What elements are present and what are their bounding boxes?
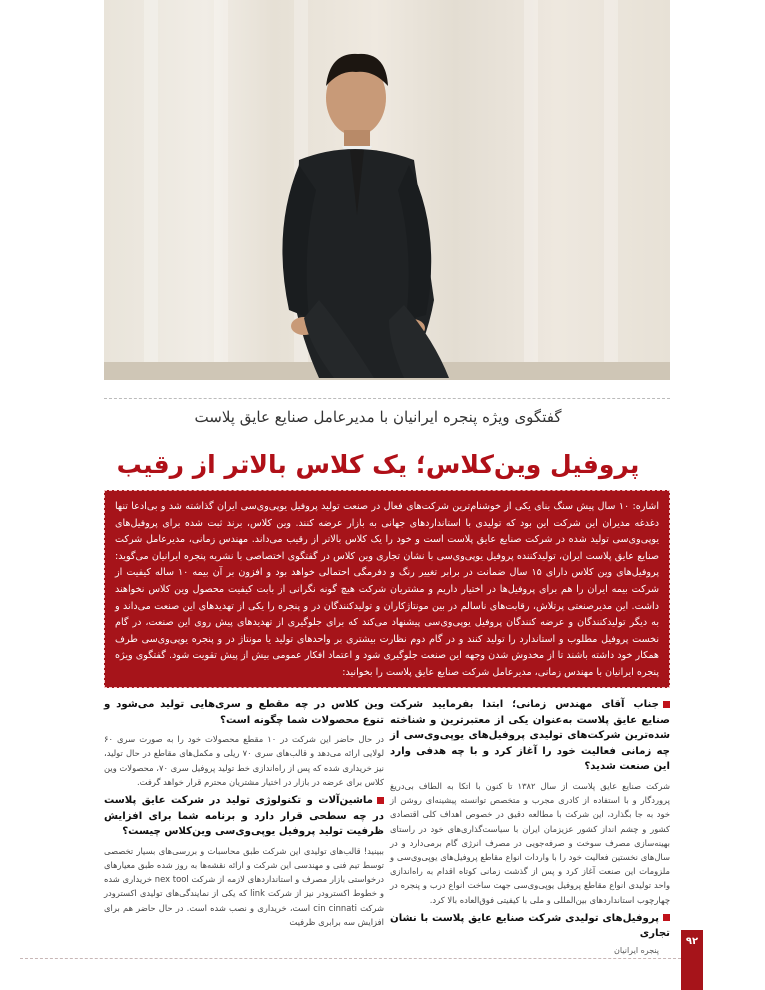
title-separator [104,398,670,399]
article-lead: اشاره: ۱۰ سال پیش سنگ بنای یکی از خوشنام‌ترین شرکت‌های فعال در صنعت تولید پروفیل یوپی‌وی‌سی ایران گذاشته شد و بی‌ادعا تنها دغدغه مدیران این شرکت این بود که تولیدی با استانداردهای جهانی به بازار عرضه کنند. وین کلاس، برند ثبت شده برای پروفیل‌های یوپی‌وی‌سی تولید شده در شرکت صنایع عایق پلاست است و خود را یک کلاس بالاتر از رقیب می‌داند. مهندس زمانی، مدیرعامل شرکت صنایع عایق پلاست ایران، تولیدکننده پروفیل یوپی‌وی‌سی با نشان تجاری وین کلاس در گفتگوی اختصاصی با نشریه پنجره ایرانیان می‌گوید: پروفیل‌های وین کلاس دارای ۱۵ سال ضمانت در برابر تغییر رنگ و دفرمگی احتمالی خواهد بود و افزون بر آن بیمه ۱۰ ساله کیفیت از شرکت بیمه ایران را هم برای پروفیل‌ها در اختیار داریم و مشتریان شرکت هیچ گونه نگرانی از بابت کیفیت محصول وین کلاس نخواهند داشت. این مدیرصنعتی پرتلاش، رقابت‌های ناسالم در بین مونتاژکاران و تولیدکنندگان در و پنجره را یکی از تهدیدهای این صنعت می‌داند و به دیگر تولیدکنندگان و عرضه کنندگان پروفیل یوپی‌وی‌سی پیشنهاد می‌کند که برای جلوگیری از تهدیدهای پیش روی این صنعت، در گام نخست پروفیل مطلوب و استاندارد را تولید کنند و در گام دوم نظارت بیشتری بر واحدهای تولید یا مونتاژ در و پنجره یوپی‌وی‌سی طرف همکار خود داشته باشند تا از مخدوش شدن وجهه این صنعت جلوگیری شود و اعتماد افکار عمومی بیش از پیش تقویت شود. گفتگوی ویژه پنجره ایرانیان با مهندس زمانی، مدیرعامل شرکت صنایع عایق پلاست را بخوانید: [104,490,670,688]
right-column [390,697,670,946]
question-marker-icon [377,797,384,804]
left-column [104,697,384,933]
answer-3: ببینید! قالب‌های تولیدی این شرکت طبق محاسبات و بررسی‌های بسیار تخصصی توسط تیم فنی و مهندسی این شرکت و ارائه نقشه‌ها به روز شده طبق معیارهای درخواستی بازار مصرف و استانداردهای لازمه از شرکت nex tool خریداری شده و خطوط اکسترودر نیز از شرکت link که یکی از نمایندگی‌های تولیدی اکسترودر شرکت cin cinnati است، خریداری و نصب شده است. در حال حاضر هم برای افزایش سه برابری ظرفیت [104,845,385,927]
interview-photo [104,0,670,380]
magazine-name: پنجره ایرانیان [614,946,659,955]
article-subtitle: گفتگوی ویژه پنجره ایرانیان با مدیرعامل صنایع عایق پلاست [194,408,562,426]
question-marker-icon [663,914,670,921]
question-1-text: جناب آقای مهندس زمانی؛ ابتدا بفرمایید شرکت صنایع عایق پلاست به‌عنوان یکی از معتبرترین و شناخته شده‌ترین شرکت‌های تولیدی پروفیل‌های یوپی‌وی‌سی از چه زمانی فعالیت خود را آغاز کرد و با چه هدفی وارد این صنعت شدید؟ [390,699,670,773]
question-2-text: پروفیل‌های تولیدی شرکت صنایع عایق پلاست با نشان تجاری [390,912,670,940]
question-2 [390,911,670,942]
answer-1: شرکت صنایع عایق پلاست از سال ۱۳۸۲ تا کنون با اتکا به الطاف بی‌دریغ پروردگار و با استفاده از کادری مجرب و متخصص توانسته پیشینه‌ای روشن از خود به جا بگذارد، این شرکت با مطالعه دقیق در خصوص اهداف کلی اقتصادی کشور و چشم انداز کشور عزیزمان ایران با سیاست‌گذاری‌های خود در راستای بهینه‌سازی مصرف سوخت و صرفه‌جویی در مصرف انرژی گام برمی‌دارد و در سال‌های نخستین فعالیت خود را با واردات انواع مقاطع پروفیل‌های یوپی‌وی‌سی و ملزومات این صنعت آغاز کرد و پس از گذشت زمانی کوتاه اقدام به راه‌اندازی واحد تولیدی انواع مقاطع پروفیل یوپی‌وی‌سی جهت ساخت انواع درب و پنجره در چهارچوب استانداردهای بین‌المللی و ملی با کیفیتی فوق‌العاده بالا کرد. [390,780,671,905]
question-3 [104,793,384,840]
question-marker-icon [663,701,670,708]
question-1 [390,697,670,775]
article-title: پروفیل وین‌کلاس؛ یک کلاس بالاتر از رقیب [116,450,640,479]
page-number: ۹۲ [681,930,703,990]
answer-2: در حال حاضر این شرکت در ۱۰ مقطع محصولات خود را به صورت سری ۶۰ لولایی ارائه می‌دهد و قالب‌های سری ۷۰ ریلی و مکمل‌های مقاطع در حال تولید، نیز خریداری شده که پس از راه‌اندازی خط تولید پروفیل سری ۷۰، محصولات وین کلاس برای عرضه در بازار در اختیار مشتریان محترم قرار خواهد گرفت. [104,734,385,787]
question-2-continued: وین کلاس در چه مقطع و سری‌هایی تولید می‌شود و تنوع محصولات شما چگونه است؟ [104,699,384,726]
person-figure [104,0,670,380]
footer-divider [20,958,681,959]
question-3-text: ماشین‌آلات و تکنولوژی تولید در شرکت عایق پلاست در چه سطحی قرار دارد و برنامه شما برای افزایش ظرفیت تولید پروفیل یوپی‌وی‌سی وین‌کلاس چیست؟ [104,795,384,838]
